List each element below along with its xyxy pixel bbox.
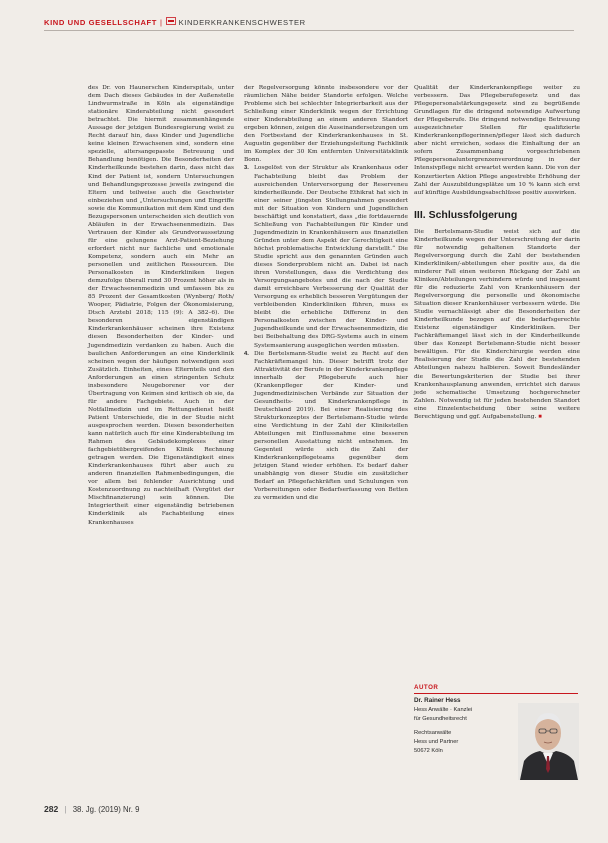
header-rule	[44, 30, 574, 31]
running-header	[44, 14, 306, 30]
issue-info: 38. Jg. (2019) Nr. 9	[72, 805, 140, 814]
column-2	[244, 84, 408, 502]
body-text: des Dr. von Haunerschen Kinderspitals, unter dem Dach dieses Gebäudes in der Außenstelle Lindwurmstraße in Köln als eigenständige stationäre Kinderabteilung nicht gesondert betrachtet. Die hiermit zusammenhängende Aussage der jetzigen Bundesregierung weist zu Recht darauf hin, dass Kinder und Jugendliche keine kleinen Erwachsenen sind, sondern eine spezielle, altersangepasste Betreuung und Behandlung benötigen. Die Besonderheiten der Kinderheilkunde bestehen darin, dass nicht das Kind der Patient ist, sondern Untersuchungen und Behandlungsprozesse jeweils zwingend die Eltern und teilweise auch die Geschwister einbeziehen und „Untersuchungen und Eingriffe sowie die Kommunikation mit dem Kind und den Bezugspersonen unterscheiden sich deutlich von Abläufen in der Erwachsenenmedizin. Das Vertrauen der Kinder als Grundvoraussetzung für eine gelungene Arzt-Patient-Beziehung erfordert nicht nur fachliche und emotionale Kompetenz, sondern auch ein Mehr an personellen und zeitlichen Ressourcen. Die Personalkosten in Kinderkliniken liegen demzufolge überall rund 30 Prozent höher als in der Erwachsenenmedizin und umfassen bis zu 85 Prozent der Gesamtkosten (Wynberg/ Roth/ Wooper, Pädiatrie, Folgen der Ökonomisierung, Dtsch Arztebl 2018; 115 (9): A 382–6). Die besonderen eigenständigen Kinderkrankenhäuser scheinen ihre Existenz diesen Besonderheiten der Kinder- und Jugendmedizin verdanken zu haben. Auch die baulichen Anforderungen an eine Kinderklinik scheinen wegen der häufigen notwendigen sozi Zusätzlich. Einheiten, eines Elternteils und den Anforderungen an einen stringenten Schutz insbesondere Neugeborener vor der Übertragung von Keimen sind kritisch ob sie, da für andere Fachgebiete. Auch in der Notfallmedizin und im Rettungsdienst heißt Patient Unterschiede, die in der Studie nicht ausgesprochen werden. Diesen besonderheiten kann natürlich auch für eine Kinderabteilung im Rahmen des Gebäudekomplexes einer fachgebietübergreifenden Klinik Rechnung getragen werden. Die Eigenständigkeit eines Kinderkrankenhauses führt aber auch zu anderen finanziellen Rahmenbedingungen, die vor allem bei fehlender Ausrichtung und Kostenzuordnung zu nachteilhaft (Vergütet der Mischfinanzierung) sein können. Die Integriertheit einer eigenständig betriebenen Kinderklinik als Fachabteilung eines Krankenhauses	[88, 85, 234, 526]
author-address-line: Hess und Partner	[414, 739, 459, 746]
body-text: Qualität der Kinderkrankenpflege weiter zu verbessern. Das Pflegeberufegesetz und das Pflegepersonalstärkungsgesetz sind zu begrüßende Grundlagen für die dringend notwendige Aufwertung der Pflegeberufe. Die dringend notwendige Betreuung ausgezeichneter Stellen für qualifizierte Kinderkrankenpflegerinnen/pfleger lässt sich dadurch aber nicht erreichen, sodass die Einhaltung der an sofern Zusammenhang vorgeschriebenen Pflegepersonaluntergrenzenverordnung in der Intensivpflege nicht erwartet werden kann. Die von der Konzertierten Aktion Pflege angestrebte Erhöhung der Zahl der Auszubildungsplätze um 10 % kann sich erst auf künftige Ausbildungsabschlüsse positiv auswirken.	[414, 85, 580, 196]
numbered-list	[244, 164, 408, 502]
column-1	[88, 84, 234, 527]
author-address-line: 50672 Köln	[414, 747, 443, 754]
item-text: Losgelöst von der Struktur als Krankenhaus oder Fachabteilung bleibt das Problem der ausreichenden Unterversorgung der Reserveneu kinderheilkunde. Der Deutsche Ethikrat hat sich in einer seiner jüngsten Stellungnahmen gesondert mit der Situation von Kindern und Jugendlichen beschäftigt und konstatiert, dass „die fortdauernde Schließung von Fachabteilungen für Kinder und Jugendmedizin in Krankenhäusern aus finanziellen Gründen unter dem Aspekt der Gerechtigkeit eine höchst problematische Entwicklung darstellt.“ Die Studie spricht aus den genannten Gründen auch dieses Sonderproblem nicht an. Dabei ist nach ihren Vorstellungen, dass die Verdichtung des Versorgungsangebotes und die nach der Studie damit erreichbare Verbesserung der Qualität der Versorgung es erheblich besseren Vergütungen der verbleibenden Kinderkliniken führen, muss es bleibt die erhebliche Differenz in den Personalkosten zwischen der Kinder- und Jugendheilkunde und der Erwachsenenmedizin, die bei Beibehaltung des DRG-Systems auch in einem Systemsanierung ausgeglichen werden müssten.	[254, 165, 408, 349]
topic-label: KINDERKRANKENSCHWESTER	[178, 17, 306, 27]
list-item	[244, 164, 408, 349]
column-3	[414, 84, 580, 421]
author-portrait	[518, 703, 579, 780]
item-number: 4.	[244, 350, 249, 357]
author-label: AUTOR	[414, 684, 439, 691]
item-text: Die Bertelsmann-Studie weist zu Recht auf den Fachkräftemangel hin. Dieser betrifft trotz der Attraktivität der Berufe in der Kinderkrankenpflege innerhalb der Pflegeberufe auch hier (Krankenpfleger der Kinder- und Jugendmedizinischen Verbände zur Situation der Gesundheits- und Kinderkrankenpflege in Deutschland 2019). Bei einer Realisierung des Strukturkonzeptes der Bertelsmann-Studie würde eine Verdichtung in der Zahl der Klinikstellen Abteilungen mit Einflussnahme eine besseren personellen Ausstattung nicht entnehmen. Im Gegenteil würde sich die Zahl der Kinderkrankenpflegeteams gegenüber dem jetzigen Stand wieder erhöhen. Es bedarf daher unabhängig von dieser Studie ein zusätzlicher Bedarf an Pflegefachkräften und Schulungen von Vorbereitungen oder Bedarfserfassung von Betten zu vermeiden und die	[254, 350, 408, 502]
author-address-line: Rechtsanwälte	[414, 730, 452, 737]
body-text	[414, 228, 580, 421]
end-mark-icon: ■	[538, 413, 542, 420]
page-number: 282	[44, 804, 59, 814]
author-name: Dr. Rainer Hess	[414, 697, 461, 704]
body-text: der Regelversorgung könnte insbesondere vor der räumlichen Nähe beider Standorte erfolgen. Welche Probleme sich bei schlechter Integrierbarkeit aus der Schließung einer Kinderklinik wegen der Errichtung einer Kinderabteilung an einem anderen Standort ergeben können, zeigen die Auseinandersetzungen um den Fortbestand der Kinderkrankenhauses in St. Augustin gegenüber der Erziehungsleitung Fachklinik im Komplex der 30 Km entfernten Universitätsklinik Bonn.	[244, 85, 408, 164]
author-role-2: für Gesundheitsrecht	[414, 715, 467, 722]
conclusion-text: Die Bertelsmann-Studie weist sich auf die Kinderheilkunde wegen der Unterschreitung der darin für notwendig gehaltenen Standorte der Regelversorgung durch die Zahl der bestehenden Kinderkliniken/-abteilungen eher positiv aus, da die minderer Fall einen weiteren Rückgang der Zahl an Kliniken/Abteilungen verhindern würde und insgesamt für die reduzierte Zahl von Krankenhäusern der Regelversorgung die personelle und ökonomische Situation dieser Krankenhäuser verbessern würde. Die Studie vernachlässigt aber die Besonderheiten der Kinderheilkunde bezogen auf die bedarfsgerechte Existenz eigenständiger Kinderkliniken. Der Fachkräftemangel lässt sich in der Kinderheilkunde über das Konzept Bertelsmann-Studie nicht besser bewältigen. Für die Kinderchirurgie werden eine Realisierung der Studie die Zahl der bestehenden Abteilungen nahezu halbieren. Soweit Bundesländer die Bewertungskriterien der Studie bei ihrer Krankenhausplanung anwenden, errichtet sich daraus jede schematische Umsetzung hochgerechneter Zahlen. Notwendig ist für jeden bestehenden Standort eine Einzelentscheidung über seine weitere Berechtigung und ggf. Aufgabenstellung.	[414, 228, 580, 420]
author-rule	[414, 693, 578, 694]
item-number: 3.	[244, 165, 249, 172]
section-label: KIND UND GESELLSCHAFT	[44, 17, 158, 27]
list-item	[244, 350, 408, 503]
page-footer: 282 | 38. Jg. (2019) Nr. 9	[44, 804, 140, 814]
author-role: Hess Anwälte · Kanzlei	[414, 706, 473, 713]
bed-icon	[166, 17, 176, 27]
header-separator: |	[160, 17, 163, 27]
section-heading: III. Schlussfolgerung	[414, 208, 518, 221]
